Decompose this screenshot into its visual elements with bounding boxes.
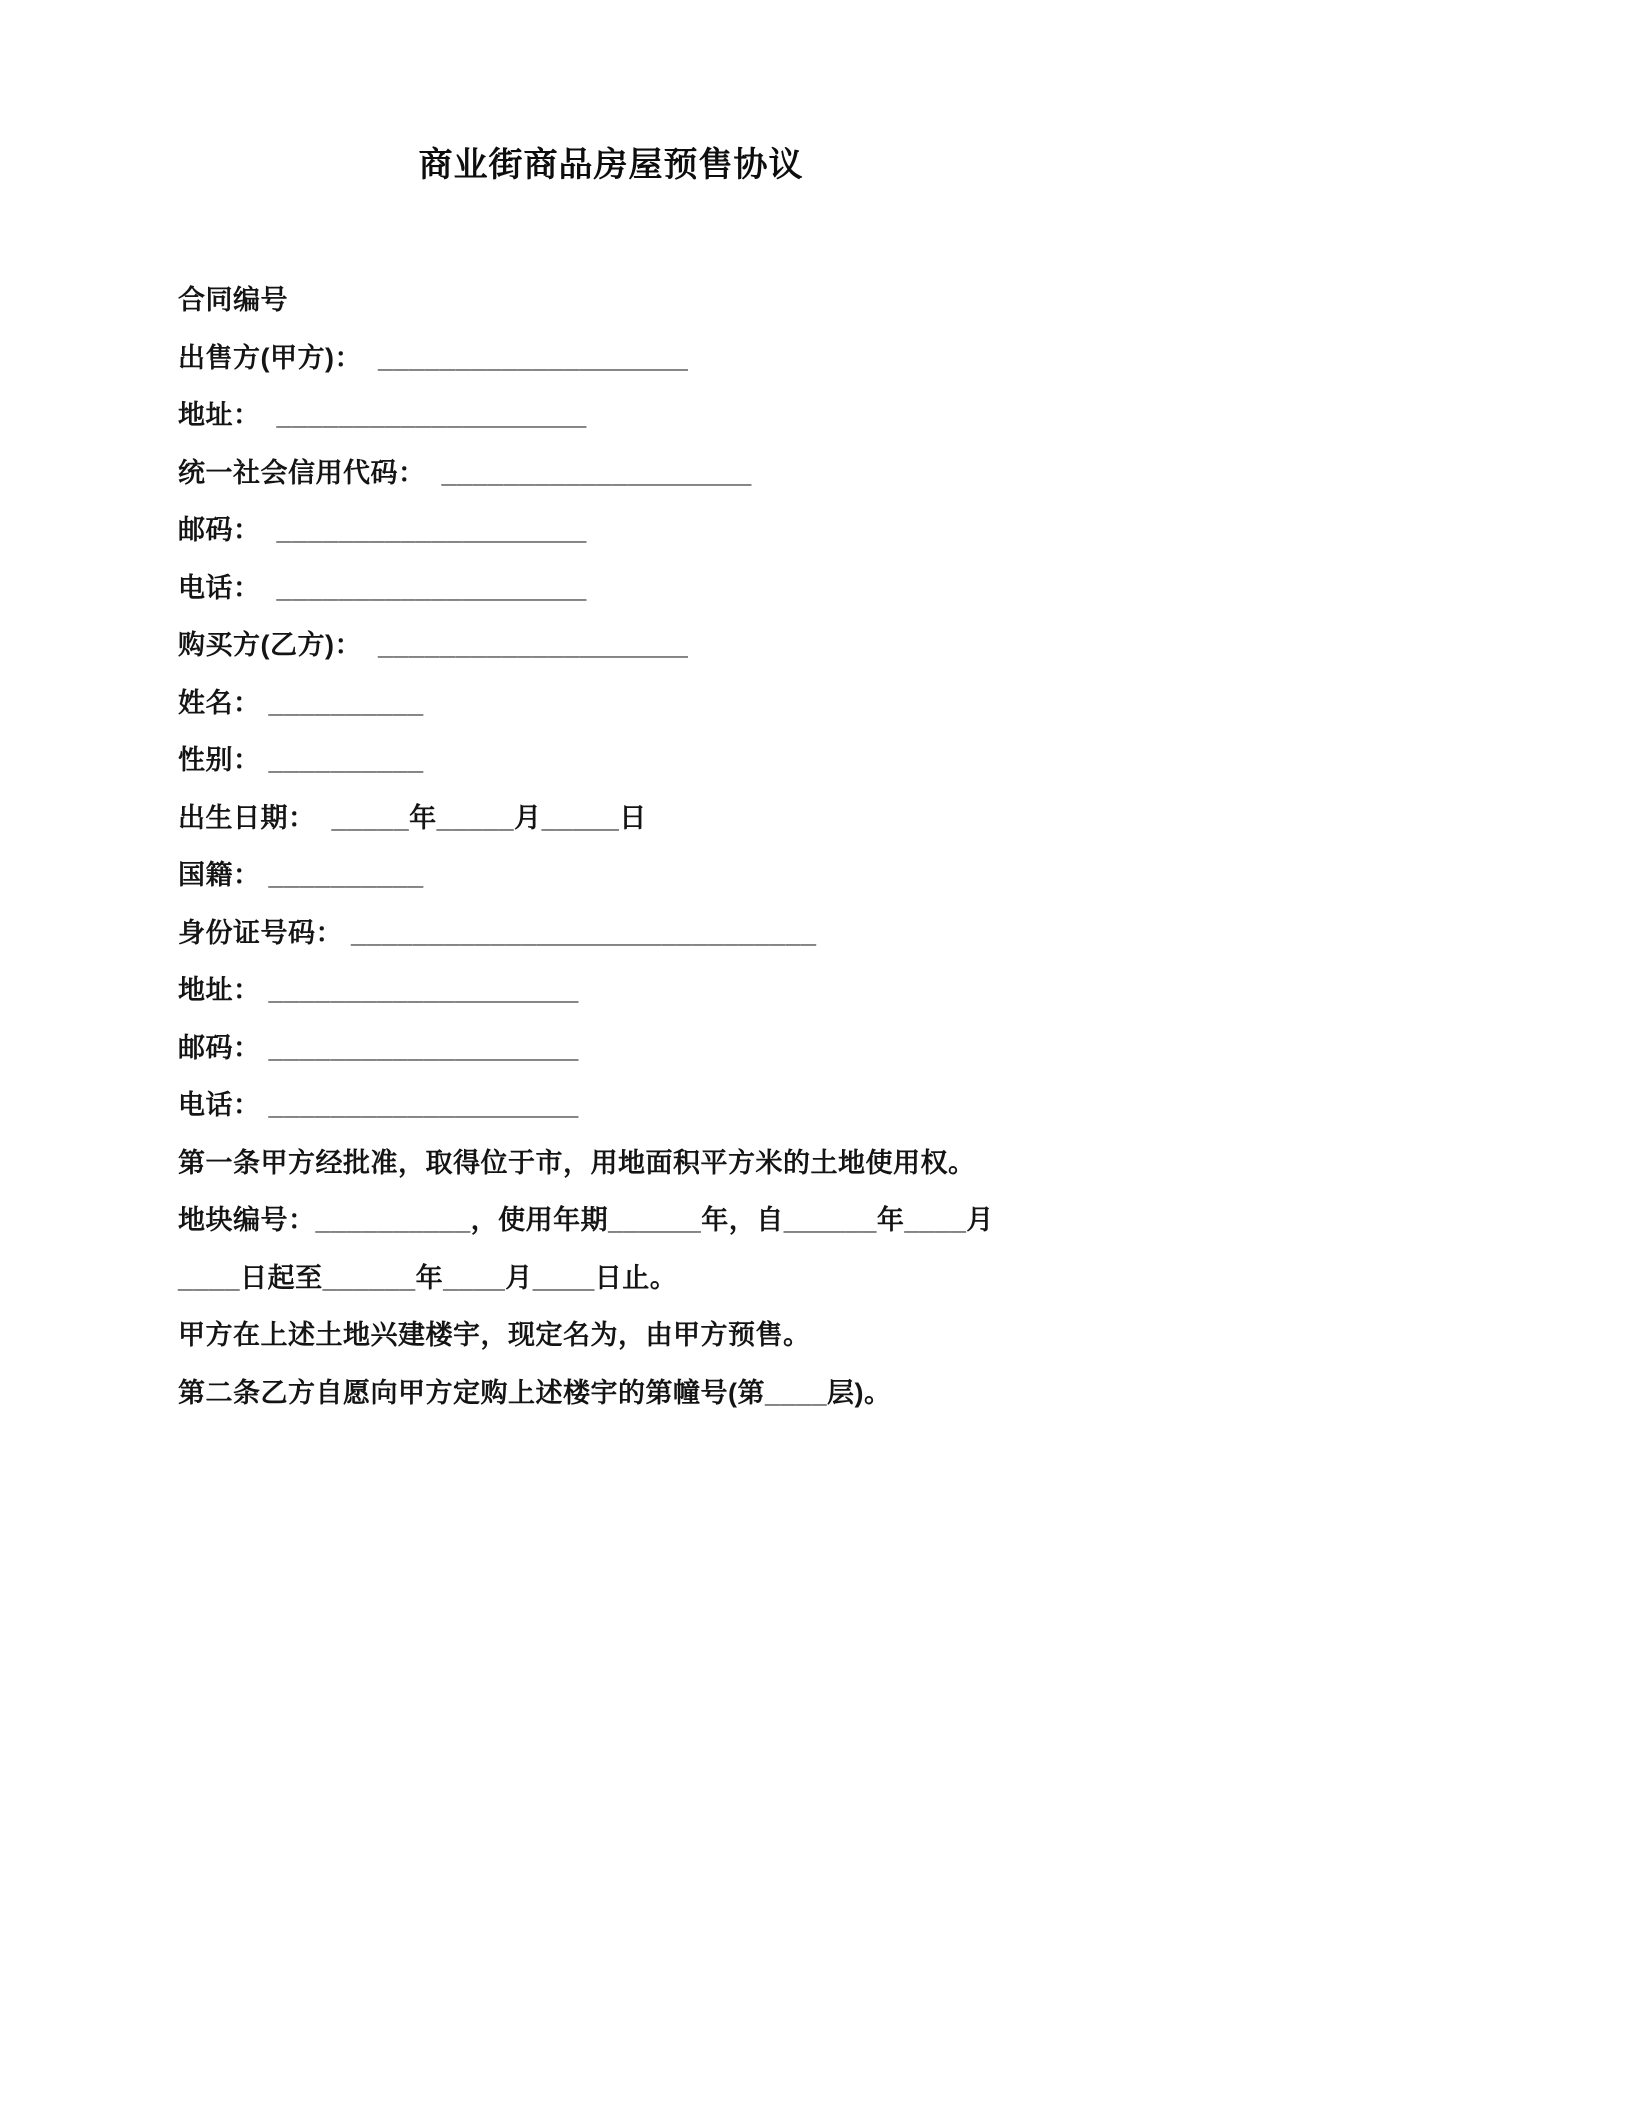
seller-party-a-line: 出售方(甲方)： ____________________ [178, 342, 689, 373]
social-credit-code-line: 统一社会信用代码： ____________________ [178, 457, 752, 488]
buyer-address-line: 地址： ____________________ [178, 975, 579, 1005]
seller-phone-line: 电话： ____________________ [178, 572, 587, 603]
article-2-line: 第二条乙方自愿向甲方定购上述楼宇的第幢号(第____层)。 [178, 1377, 892, 1408]
document-title: 商业街商品房屋预售协议 [418, 146, 804, 184]
buyer-birthdate-line: 出生日期： _____年_____月_____日 [178, 802, 647, 833]
building-naming-line: 甲方在上述土地兴建楼宇，现定名为，由甲方预售。 [178, 1320, 811, 1350]
contract-number-line: 合同编号 [178, 285, 288, 315]
buyer-phone-line: 电话： ____________________ [178, 1090, 579, 1120]
land-term-continuation-line: ____日起至______年____月____日止。 [178, 1262, 678, 1293]
buyer-id-number-line: 身份证号码： ______________________________ [178, 917, 817, 948]
article-1-line: 第一条甲方经批准，取得位于市，用地面积平方米的土地使用权。 [178, 1147, 976, 1178]
buyer-postcode-line: 邮码： ____________________ [178, 1032, 579, 1063]
document-content [178, 143, 1044, 1422]
seller-address-line: 地址： ____________________ [178, 400, 587, 430]
buyer-name-line: 姓名： __________ [178, 687, 424, 718]
land-parcel-number-line: 地块编号：__________，使用年期______年，自______年____月 [178, 1205, 994, 1235]
buyer-party-b-line: 购买方(乙方)： ____________________ [178, 630, 689, 660]
seller-postcode-line: 邮码： ____________________ [178, 515, 587, 545]
buyer-gender-line: 性别： __________ [178, 745, 424, 775]
buyer-nationality-line: 国籍： __________ [178, 860, 424, 890]
